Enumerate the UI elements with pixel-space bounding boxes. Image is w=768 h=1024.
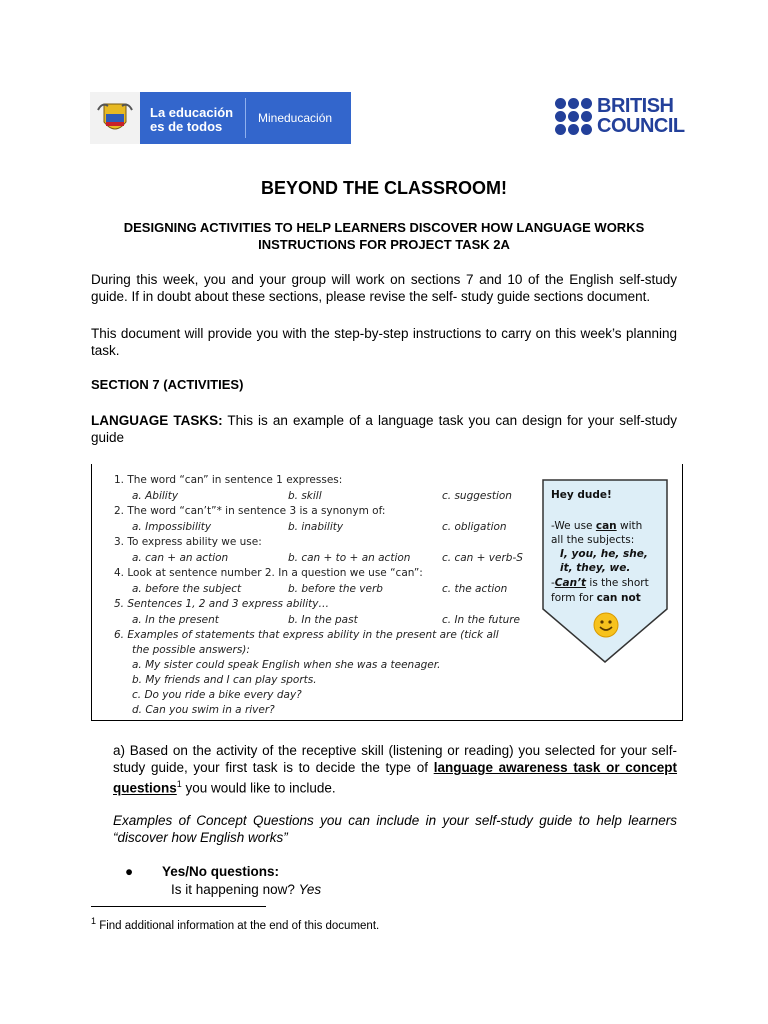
tip-line1-pre: -We use <box>551 520 596 532</box>
bullet-example <box>171 882 321 897</box>
exercise-q6d: d. Can you swim in a river? <box>132 704 275 716</box>
logo-divider <box>245 98 246 138</box>
exercise-q2: 2. The word “can’t”* in sentence 3 is a synonym of: <box>114 505 386 517</box>
exercise-q2a: a. Impossibility <box>132 521 212 533</box>
task-a-post: you would like to include. <box>181 780 336 796</box>
tip-heading: Hey dude! <box>551 489 612 501</box>
exercise-q3: 3. To express ability we use: <box>114 536 262 548</box>
tip-line1-post: with <box>616 520 643 532</box>
page-title: BEYOND THE CLASSROOM! <box>260 178 507 198</box>
tip-line6-bold: can not <box>596 592 641 604</box>
exercise-q4c: c. the action <box>442 583 508 595</box>
exercise-q2c: c. obligation <box>442 521 507 533</box>
exercise-q6-line2: the possible answers): <box>132 644 250 656</box>
tip-box <box>542 479 668 663</box>
task-a-pre: a) Based on the activity of the receptive skill (listening or reading) you selected for your self-study guide, your first task is to decide the type of <box>113 743 677 775</box>
exercise-q6-line1: 6. Examples of statements that express ability in the present are (tick all <box>114 629 499 641</box>
intro-paragraph: During this week, you and your group will work on sections 7 and 10 of the English self-study guide. If in doubt about these sections, please revise the self- study guide sections document. <box>91 272 677 304</box>
exercise-q5c: c. In the future <box>442 614 521 626</box>
subtitle-line1: DESIGNING ACTIVITIES TO HELP LEARNERS DISCOVER HOW LANGUAGE WORKS <box>123 220 645 235</box>
colombia-crest-icon <box>90 92 140 144</box>
mineducacion-logo <box>90 92 351 144</box>
task-a-paragraph <box>113 742 677 797</box>
tip-line4: it, they, we. <box>560 562 631 574</box>
exercise-q2b: b. inability <box>288 521 344 533</box>
exercise-q1a: a. Ability <box>132 490 179 502</box>
exercise-q3c: c. can + verb-S <box>442 552 523 564</box>
bullet-answer: Yes <box>298 882 322 897</box>
document-paragraph: This document will provide you with the step-by-step instructions to carry on this week’s planning task. <box>91 326 677 358</box>
tip-line5-pre: - <box>551 577 555 589</box>
page-subtitle <box>60 219 708 253</box>
footnote-divider <box>91 906 266 907</box>
exercise-q6c: c. Do you ride a bike every day? <box>132 689 302 701</box>
exercise-q5a: a. In the present <box>132 614 219 626</box>
exercise-q5b: b. In the past <box>288 614 358 626</box>
exercise-q6b: b. My friends and I can play sports. <box>132 674 317 686</box>
british-council-line2: COUNCIL <box>597 115 685 137</box>
footnote <box>91 916 379 932</box>
exercise-q1c: c. suggestion <box>442 490 512 502</box>
section-heading: SECTION 7 (ACTIVITIES) <box>91 377 244 392</box>
mineducacion-tagline-line1: La educación <box>150 105 234 120</box>
smiley-icon <box>592 611 620 639</box>
bullet-marker: ● <box>125 864 134 879</box>
language-tasks-label: LANGUAGE TASKS: <box>91 413 223 428</box>
exercise-q3a: a. can + an action <box>132 552 229 564</box>
exercise-q4a: a. before the subject <box>132 583 242 595</box>
mineducacion-tagline-line2: es de todos <box>150 119 223 134</box>
exercise-q6a: a. My sister could speak English when she was a teenager. <box>132 659 441 671</box>
exercise-q4: 4. Look at sentence number 2. In a question we use “can”: <box>114 567 423 579</box>
exercise-q4b: b. before the verb <box>288 583 383 595</box>
tip-line1 <box>551 520 642 532</box>
british-council-line1: BRITISH <box>597 95 674 117</box>
language-tasks-paragraph <box>91 412 677 446</box>
tip-line5-post: is the short <box>586 577 649 589</box>
tip-line6 <box>551 592 641 604</box>
british-council-dots-icon <box>555 98 593 136</box>
footnote-text: Find additional information at the end of this document. <box>96 919 380 932</box>
exercise-image <box>91 464 683 721</box>
task-a-footnote-ref: 1 <box>176 779 182 789</box>
tip-line1-can: can <box>595 520 617 532</box>
british-council-logo <box>555 96 695 140</box>
bullet-label: Yes/No questions: <box>162 864 280 879</box>
mineducacion-label: Mineducación <box>258 111 333 125</box>
footnote-number: 1 <box>91 916 97 926</box>
exercise-q1: 1. The word “can” in sentence 1 expresses: <box>114 474 343 486</box>
examples-paragraph: Examples of Concept Questions you can include in your self-study guide to help learners “discover how English works” <box>113 813 677 845</box>
exercise-q5: 5. Sentences 1, 2 and 3 express ability… <box>114 598 329 610</box>
exercise-q3b: b. can + to + an action <box>288 552 411 564</box>
bullet-question: Is it happening now? <box>171 882 299 897</box>
tip-line3: I, you, he, she, <box>560 548 648 560</box>
exercise-q1b: b. skill <box>288 490 322 502</box>
tip-line5-cant: Can’t <box>554 577 587 589</box>
subtitle-line2: INSTRUCTIONS FOR PROJECT TASK 2A <box>258 237 510 252</box>
tip-line2: all the subjects: <box>551 534 635 546</box>
task-a-emphasis: language awareness task or concept questions <box>113 760 678 796</box>
tip-line6-pre: form for <box>551 592 597 604</box>
tip-line5 <box>551 577 649 589</box>
language-tasks-text: This is an example of a language task you can design for your self-study guide <box>91 413 678 445</box>
